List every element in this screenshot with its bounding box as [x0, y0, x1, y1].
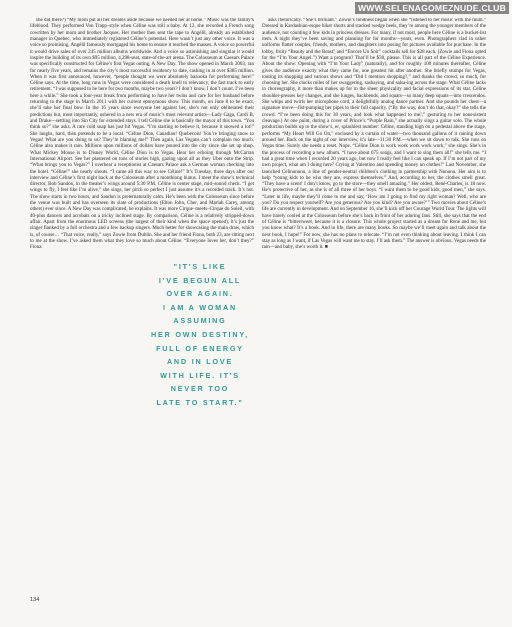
pull-quote: [148, 260, 252, 410]
pull-quote-line: AND IN LOVE: [166, 357, 234, 367]
article-text-left: she did there?) “My mom put all her dreams aside because we needed her at home.” Music was the family’s lifeblood. They performed Von Trapp–style when Céline was still a baby. At 12, she recorded a French song cowritten by her mom and brother Jacques. Her mother then sent the tape to Angélil, already an established manager in Quebec, who immediately registered Céline’s potential. Here wasn’t just any other voice. It was a voice so promising, Angélil famously mortgaged his home to ensure it reached the masses. A voice so powerful it would drive sales of over 245 million albums worldwide. And a voice so astonishing and singular it would inspire the building of its own $95 million, 4,298-seat, state-of-the-art arena. The Colosseum at Caesars Palace was specifically constructed for Céline’s first Vegas outing, A New Day. The show opened in March 2003, ran for nearly five years, and remains the city’s most successful residency to date, cashing in at over $385 million. When it was first announced, however, “people thought we were absolutely bazooka for performing here!” Céline says. At the time, long runs in Vegas were considered a death knell to relevancy, the fast track to early retirement. “I was supposed to be here for two months, maybe two years? I don’t know, I don’t count. I’ve been here a while.” She took a four-year break from performing to have her twins and care for her husband before returning to the stage in March 2011 with her current eponymous show. This month, on June 8 to be exact, she’ll take her final bow. In the 16 years since everyone bet against her, she’s not only obliterated their predictions but, most importantly, ushered in a new era of music’s most relevant artists—Lady Gaga, Cardi B, and Drake—settling into Sin City for extended stays. I tell Céline she is basically the mayor of this town. “You think so?” she asks. A rare cold snap has just hit Vegas. “I’m starting to believe it, because it snowed a lot!” She laughs, hard, then pretends to be a local. “Céline Dion, Canadian! Quebecois! You’re bringing snow to Vegas! What are you doing to us? They’re blaming me!” Then again, Las Vegans can’t complain too much. Céline also makes it rain. Millions upon millions of dollars have poured into the city since she set up shop. What Mickey Mouse is to Disney World, Céline Dion is to Vegas. Hear her echoing through McCarran International Airport. See her plastered on tons of stories high, gazing upon all as they Uber onto the Strip. “What brings you to Vegas?” I overhear a receptionist at Caesars Palace ask a German woman checking into the hotel. “Céline!” she nearly shouts. “I came all this way to see Céline!” It’s Tuesday, three days after our interview and Céline’s first night back at the Colosseum after a monthlong hiatus. I meet the show’s technical director, Bob Sandon, in the theater’s wings around 5:30 P.M. Céline is center stage, mid–sound check. “I get wings to fly, I feel like I’m alive,” she sings, her pitch so perfect I just assume it’s a recorded track. It’s not. The show starts in two hours, and Sandon is preternaturally calm. He’s been with the Colosseum since before the venue was built and has overseen its slate of productions (Elton John, Cher, and Mariah Carey, among others) ever since. A New Day was complicated, he explains. It was more Cirque–meets–Cirque du Soleil, with 40-plus dancers and acrobats on a tricky inclined stage. By comparison, Céline is a relatively stripped-down affair. Apart from the enormous LED screens (the largest of their kind when the space opened), it’s just the singer flanked by a full orchestra and a few backup singers. Much better for showcasing the main draw, which is, of course… “That voice, really,” says Zowie from Dublin. She and her friend Fiona, both 23, are sitting next to me at the show. I’ve asked them what they love so much about Céline. “Everyone loves her, don’t they?” Fiona: [30, 18, 254, 251]
page-number: 134: [30, 597, 40, 603]
pull-quote-line: LATE TO START.": [156, 397, 244, 407]
article-column-right: [262, 18, 486, 588]
pull-quote-line: "IT'S LIKE: [173, 262, 227, 271]
pull-quote-line: OVER AGAIN.: [166, 289, 234, 299]
pull-quote-line: NEVER TOO: [170, 384, 230, 394]
pull-quote-line: I AM A WOMAN: [163, 302, 237, 312]
article-text-right: asks rhetorically. “She’s brilliant.” Zowie’s fondness began when she “listened to her music with me mum.” Dressed in Kardashian-esque biker shorts and stacked wedge heels, they’re among the younger members of the audience, not counting a few kids in princess dresses. For many, if not most, people here Céline is a bucket-list item. A night they’ve been saving and planning for for months—years, even. Photographers clad in usher uniforms flatter couples, friends, mothers, and daughters into posing for pictures available for purchase. In the lobby, fruity “Beauty and the Beast” and “Encore Un Soir” cocktails sell for $28 each. (Zowie and Fiona opted for the “I’m Your Angel.”) Want a program? That’ll be $30, please. This is all part of the Céline Experience. About the show: Opening with “I’m Your Lady” (naturally), and for roughly 100 minutes thereafter, Céline gives the audience exactly what they came for, one greatest hit after another. She briefly stumps for Vegas, touting its shopping and various shows and “Did I mention shopping?,” and thanks the crowd, so much, for choosing her. She clocks miles of her swaggering, sashaying, and salsa-ing across the stage. What Céline lacks in choreography, it more than makes up for in the sheer physicality and facial expressions of its star. Céline shoulder-presses key changes, and she lunges, backbends, and squats—so many deep squats—into crescendos. She whips and twirls her microphone cord, a delightfully analog dance partner. And she pounds her chest—a signature move—fist-pumping her pipes to their full capacity. (“By the way, don’t do that, okay?” she tells the crowd. “I’ve been doing this for 30 years, and look what happened to me!,” gesturing to her nonexistent cleavage.) At one point, during a cover of Prince’s “Purple Rain,” she actually sings a guitar solo. The whole production builds up to the show’s, er, splashiest number: Céline, standing high on a pedestal above the stage, performs “My Heart Will Go On,” enclosed by a curtain of water—two thousand gallons of it raining down around her. Back on the night of our interview, it’s late—11:30 P.M.—when we sit down to talk. She runs on Vegas time. Surely she needs a reset. Nope. “Céline Dion is work work work work work,” she sings. She’s in the process of recording a new album. “I have about 675 songs, and I want to sing them all!” she tells me. “I had a great time when I recorded 20 years ago, but now I really feel like I can speak up. If I’m not part of my own project, what am I doing here? Crying at Valentino and spending money on clothes!” Last November, she launched Celinununu, a line of gender-neutral children’s clothing in partnership with Nununu. Her aim is to help “young kids to be who they are, express themselves.” And, according to her, the clothes smell great. “They have a scent! I don’t know, go to the store—they smell amazing.” Her oldest, René-Charles, is 18 now. He’s protective of her, as she is of all three of her boys. “I want them to be good kids, good men,” she says. “Later in life, maybe they’ll come to me and say, ‘How am I going to find my right woman? Well, who are you? Do you respect yourself? Are you generous? Are you kind? Are you aware?’” Two movies about Céline’s life are currently in development. And on September 16, she’ll kick off her Courage World Tour. The lights will have barely cooled at the Colosseum before she’s back in front of her adoring fans. Still, she says that the end of Céline is “bittersweet, because it is a closure. This whole project started as a dream for René and me, but you know what? It’s a book. And in life, there are many books. So maybe we’ll meet again and talk about the next book, I hope!” For now, she has no plans to relocate. “I’m not even thinking about leaving. I think I can stay as long as I want, if Las Vegas will want me to stay. I’ll ask them.” The answer is obvious. Vegas needs the rain—and baby, she’s worth it. ■: [262, 18, 486, 251]
pull-quote-line: HER OWN DESTINY,: [151, 329, 249, 339]
site-watermark: WWW.SELENAGOMEZNUDE.CLUB: [355, 2, 509, 14]
pull-quote-line: ASSUMING: [173, 316, 227, 326]
pull-quote-line: FULL OF ENERGY: [156, 343, 244, 353]
pull-quote-line: WITH LIFE. IT'S: [160, 370, 240, 380]
pull-quote-line: I'VE BEGUN ALL: [158, 275, 242, 285]
